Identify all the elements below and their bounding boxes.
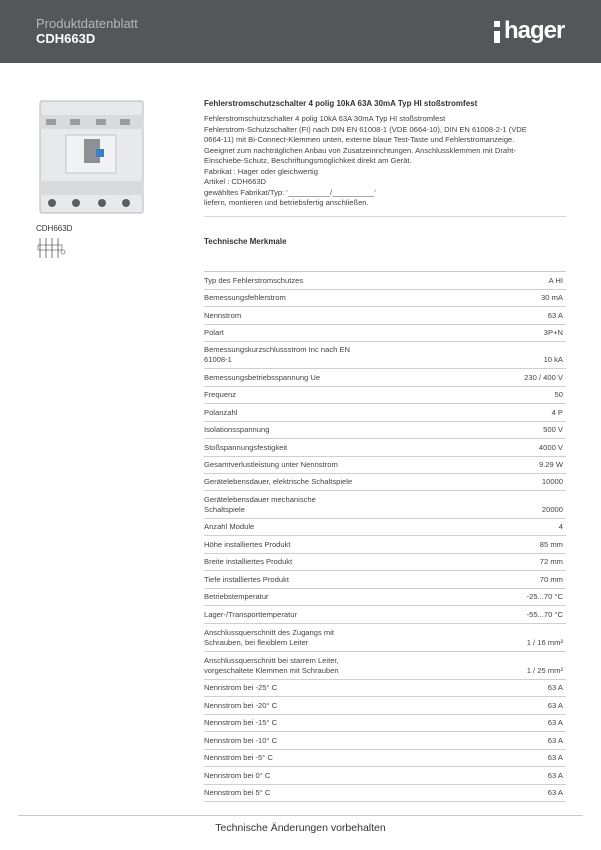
spec-row [204, 342, 566, 369]
page-header [0, 0, 601, 63]
spec-name: Polanzahl [204, 408, 238, 417]
spec-value: 10000 [541, 477, 563, 486]
spec-row [204, 457, 566, 474]
spec-name: Bemessungskurzschlussstrom Inc nach EN 61008-1 [204, 345, 351, 364]
spec-value: 3P+N [543, 328, 563, 337]
spec-row [204, 325, 566, 342]
spec-row [204, 404, 566, 422]
spec-value: 63 A [547, 683, 563, 692]
description-line: Geeignet zum nachträglichen Anbau von Zusatzeinrichtungen. Anschlussklemmen mit Draht- [204, 145, 516, 155]
spec-row [204, 554, 566, 571]
spec-name: Gerätelebensdauer, elektrische Schaltspiele [204, 477, 353, 486]
product-image-caption: CDH663D [36, 224, 73, 233]
spec-name: Typ des Fehlerstromschutzes [204, 276, 304, 285]
spec-row [204, 491, 566, 519]
spec-value: 4 [558, 522, 563, 531]
divider [204, 216, 566, 217]
spec-row [204, 290, 566, 307]
spec-name: Breite installiertes Produkt [204, 557, 293, 566]
spec-name: Lager-/Transporttemperatur [204, 610, 297, 619]
spec-name: Gerätelebensdauer mechanische Schaltspiele [204, 495, 316, 514]
product-image [36, 95, 147, 219]
spec-value: 72 mm [539, 557, 563, 566]
description-line: liefern, montieren und betriebsfertig anschließen. [204, 198, 369, 207]
spec-row [204, 785, 566, 802]
spec-value: 63 A [547, 771, 563, 780]
spec-value: -55...70 °C [526, 610, 563, 619]
spec-name: Nennstrom [204, 311, 242, 320]
divider [18, 815, 583, 816]
spec-value: 85 mm [539, 540, 563, 549]
spec-name: Isolationsspannung [204, 425, 270, 434]
spec-name: Nennstrom bei 0° C [204, 771, 271, 780]
circuit-symbol-icon [36, 236, 66, 260]
spec-value: 30 mA [541, 293, 563, 302]
spec-name: Nennstrom bei -15° C [204, 718, 278, 727]
spec-row [204, 732, 566, 750]
spec-row [204, 750, 566, 767]
spec-value: 63 A [547, 718, 563, 727]
spec-name: Höhe installiertes Produkt [204, 540, 291, 549]
description-line: Fabrikat : Hager oder gleichwertig [204, 166, 318, 176]
description-line: Einschiebe-Schutz, Beschriftungsmöglichkeit direkt am Gerät. [204, 156, 412, 165]
description-line: Artikel : CDH663D [204, 177, 267, 186]
spec-value: 10 kA [543, 355, 563, 364]
spec-name: Anschlussquerschnitt bei starrem Leiter, vorgeschaltete Klemmen mit Schrauben [204, 656, 339, 675]
spec-row [204, 697, 566, 715]
spec-row [204, 387, 566, 404]
product-description [204, 99, 566, 209]
spec-value: 4 P [551, 408, 563, 417]
spec-row [204, 767, 566, 785]
spec-row [204, 272, 566, 290]
spec-row [204, 680, 566, 697]
spec-row [204, 439, 566, 457]
spec-row [204, 536, 566, 554]
spec-value: 63 A [547, 311, 563, 320]
spec-row [204, 624, 566, 652]
spec-name: Bemessungsbetriebsspannung Ue [204, 373, 321, 382]
spec-row [204, 715, 566, 732]
spec-name: Betriebstemperatur [204, 592, 269, 601]
spec-row [204, 307, 566, 325]
spec-value: 50 [554, 390, 563, 399]
spec-row [204, 474, 566, 491]
spec-value: 63 A [547, 788, 563, 797]
spec-name: Anzahl Module [204, 522, 255, 531]
spec-name: Frequenz [204, 390, 237, 399]
spec-name: Polart [204, 328, 224, 337]
spec-value: 1 / 16 mm² [526, 638, 563, 647]
spec-name: Stoßspannungsfestigkeit [204, 443, 288, 452]
spec-row [204, 606, 566, 624]
spec-name: Tiefe installiertes Produkt [204, 575, 289, 584]
spec-value: 63 A [547, 736, 563, 745]
spec-name: Nennstrom bei -10° C [204, 736, 278, 745]
document-type: Produktdatenblatt [36, 16, 138, 31]
spec-value: 1 / 25 mm² [526, 666, 563, 675]
description-line: Fehlerstrom-Schutzschalter (FI) nach DIN EN 61008-1 (VDE 0664-10), DIN EN 61008-2-1 (VDE [204, 124, 527, 134]
spec-value: 70 mm [539, 575, 563, 584]
hager-logo: hager [494, 17, 566, 45]
spec-value: A HI [548, 276, 563, 285]
spec-name: Nennstrom bei -25° C [204, 683, 278, 692]
spec-value: 500 V [543, 425, 563, 434]
spec-name: Anschlussquerschnitt des Zugangs mit Schrauben, bei flexiblem Leiter [204, 628, 335, 647]
spec-value: 20000 [541, 505, 563, 514]
spec-name: Gesamtverlustleistung unter Nennstrom [204, 460, 338, 469]
spec-value: 9.29 W [538, 460, 563, 469]
section-title: Technische Merkmale [204, 237, 287, 246]
spec-row [204, 571, 566, 589]
spec-value: 63 A [547, 753, 563, 762]
spec-name: Nennstrom bei -5° C [204, 753, 273, 762]
spec-row [204, 519, 566, 536]
description-line: 0664-11) mit Bi-Connect-Klemmen unten, externe blaue Test-Taste und Fehlerstromanzeige. [204, 135, 515, 144]
spec-name: Bemessungsfehlerstrom [204, 293, 286, 302]
spec-row [204, 422, 566, 439]
spec-value: -25...70 °C [526, 592, 563, 601]
spec-row [204, 369, 566, 387]
product-code: CDH663D [36, 31, 96, 46]
spec-value: 230 / 400 V [524, 373, 563, 382]
footer-note: Technische Änderungen vorbehalten [215, 822, 386, 834]
spec-name: Nennstrom bei 5° C [204, 788, 271, 797]
spec-row [204, 652, 566, 680]
description-line: gewähltes Fabrikat/Typ: '__________/__________' [204, 187, 376, 197]
spec-name: Nennstrom bei -20° C [204, 701, 278, 710]
spec-value: 63 A [547, 701, 563, 710]
spec-value: 4000 V [538, 443, 563, 452]
spec-row [204, 589, 566, 606]
description-title: Fehlerstromschutzschalter 4 polig 10kA 63A 30mA Typ HI stoßstromfest [204, 99, 478, 108]
description-line: Fehlerstromschutzschalter 4 polig 10kA 63A 30mA Typ HI stoßstromfest [204, 114, 446, 123]
